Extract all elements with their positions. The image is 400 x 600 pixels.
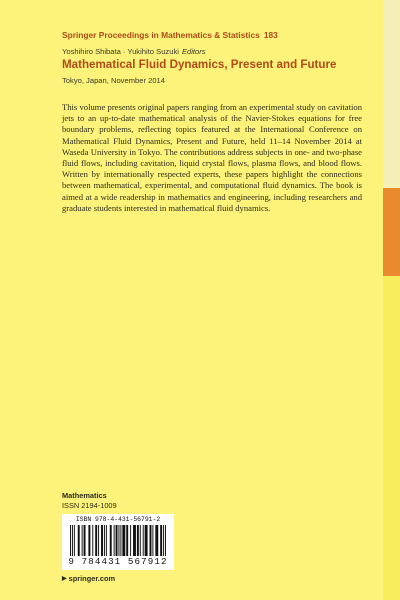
- barcode-bar: [152, 525, 153, 556]
- barcode-bar: [88, 525, 90, 556]
- isbn-label: ISBN 978-4-431-56791-2: [75, 516, 161, 523]
- barcode-bar: [133, 525, 136, 556]
- subject-category: Mathematics: [62, 491, 107, 500]
- barcode-bar: [130, 525, 131, 556]
- spine-yellow-segment: [383, 276, 400, 600]
- barcode-block: [62, 514, 174, 570]
- editor-names: Yoshihiro Shibata · Yukihito Suzuki: [62, 47, 179, 56]
- barcode-bar: [84, 525, 86, 556]
- spine-light-segment: [383, 0, 400, 188]
- barcode-bar: [70, 525, 71, 556]
- editors-line: [62, 47, 206, 56]
- barcode-bar: [143, 525, 144, 556]
- barcode-bar: [116, 525, 118, 556]
- barcode-bar: [155, 525, 158, 556]
- conference-location-date: Tokyo, Japan, November 2014: [62, 76, 165, 85]
- barcode-bars: [70, 525, 166, 556]
- barcode-bar: [74, 525, 75, 556]
- barcode-digits: 9 784431 567912: [68, 556, 168, 567]
- barcode-bar: [150, 525, 152, 556]
- book-title: Mathematical Fluid Dynamics, Present and Future: [62, 58, 337, 71]
- triangle-right-icon: ▶: [62, 576, 67, 582]
- barcode-bar: [98, 525, 99, 556]
- barcode-bar: [126, 525, 128, 556]
- barcode-bar: [92, 525, 93, 556]
- series-title: [62, 30, 278, 40]
- barcode-bar: [82, 525, 83, 556]
- barcode-bar: [104, 525, 105, 556]
- barcode-bar: [118, 525, 119, 556]
- barcode-bar: [160, 525, 162, 556]
- barcode-bar: [137, 525, 139, 556]
- barcode-bar: [106, 525, 107, 556]
- issn-number: ISSN 2194-1009: [62, 501, 117, 510]
- barcode-bar: [101, 525, 103, 556]
- series-number: 183: [263, 30, 278, 40]
- barcode-bar: [72, 525, 73, 556]
- barcode-bar: [114, 525, 115, 556]
- spine-color-strip: [383, 0, 400, 600]
- website-link[interactable]: [62, 574, 115, 583]
- barcode-bar: [163, 525, 164, 556]
- barcode-bar: [78, 525, 80, 556]
- barcode-bar: [165, 525, 166, 556]
- editors-role: Editors: [181, 47, 206, 56]
- barcode-bar: [95, 525, 97, 556]
- barcode-bar: [120, 525, 121, 556]
- series-name: Springer Proceedings in Mathematics & Statistics: [62, 30, 260, 40]
- spine-orange-segment: [383, 188, 400, 276]
- barcode-bar: [145, 525, 148, 556]
- description-paragraph: This volume presents original papers ranging from an experimental study on cavitation jets to an up-to-date mathematical analysis of the Navier-Stokes equations for free boundary problems, reflecting topics featured at the International Conference on Mathematical Fluid Dynamics, Present and Future, held 11–14 November 2014 at Waseda University in Tokyo. The contributions address subjects in one- and two-phase fluid flows, including cavitation, liquid crystal flows, plasma flows, and blood flows. Written by internationally respected experts, these papers highlight the connections between mathematical, experimental, and computational fluid dynamics. The book is aimed at a wide readership in mathematics and engineering, including researchers and graduate students interested in mathematical fluid dynamics.: [62, 102, 362, 213]
- barcode-bar: [122, 525, 125, 556]
- website-text: springer.com: [68, 574, 116, 583]
- barcode-bar: [110, 525, 112, 556]
- barcode-bar: [140, 525, 141, 556]
